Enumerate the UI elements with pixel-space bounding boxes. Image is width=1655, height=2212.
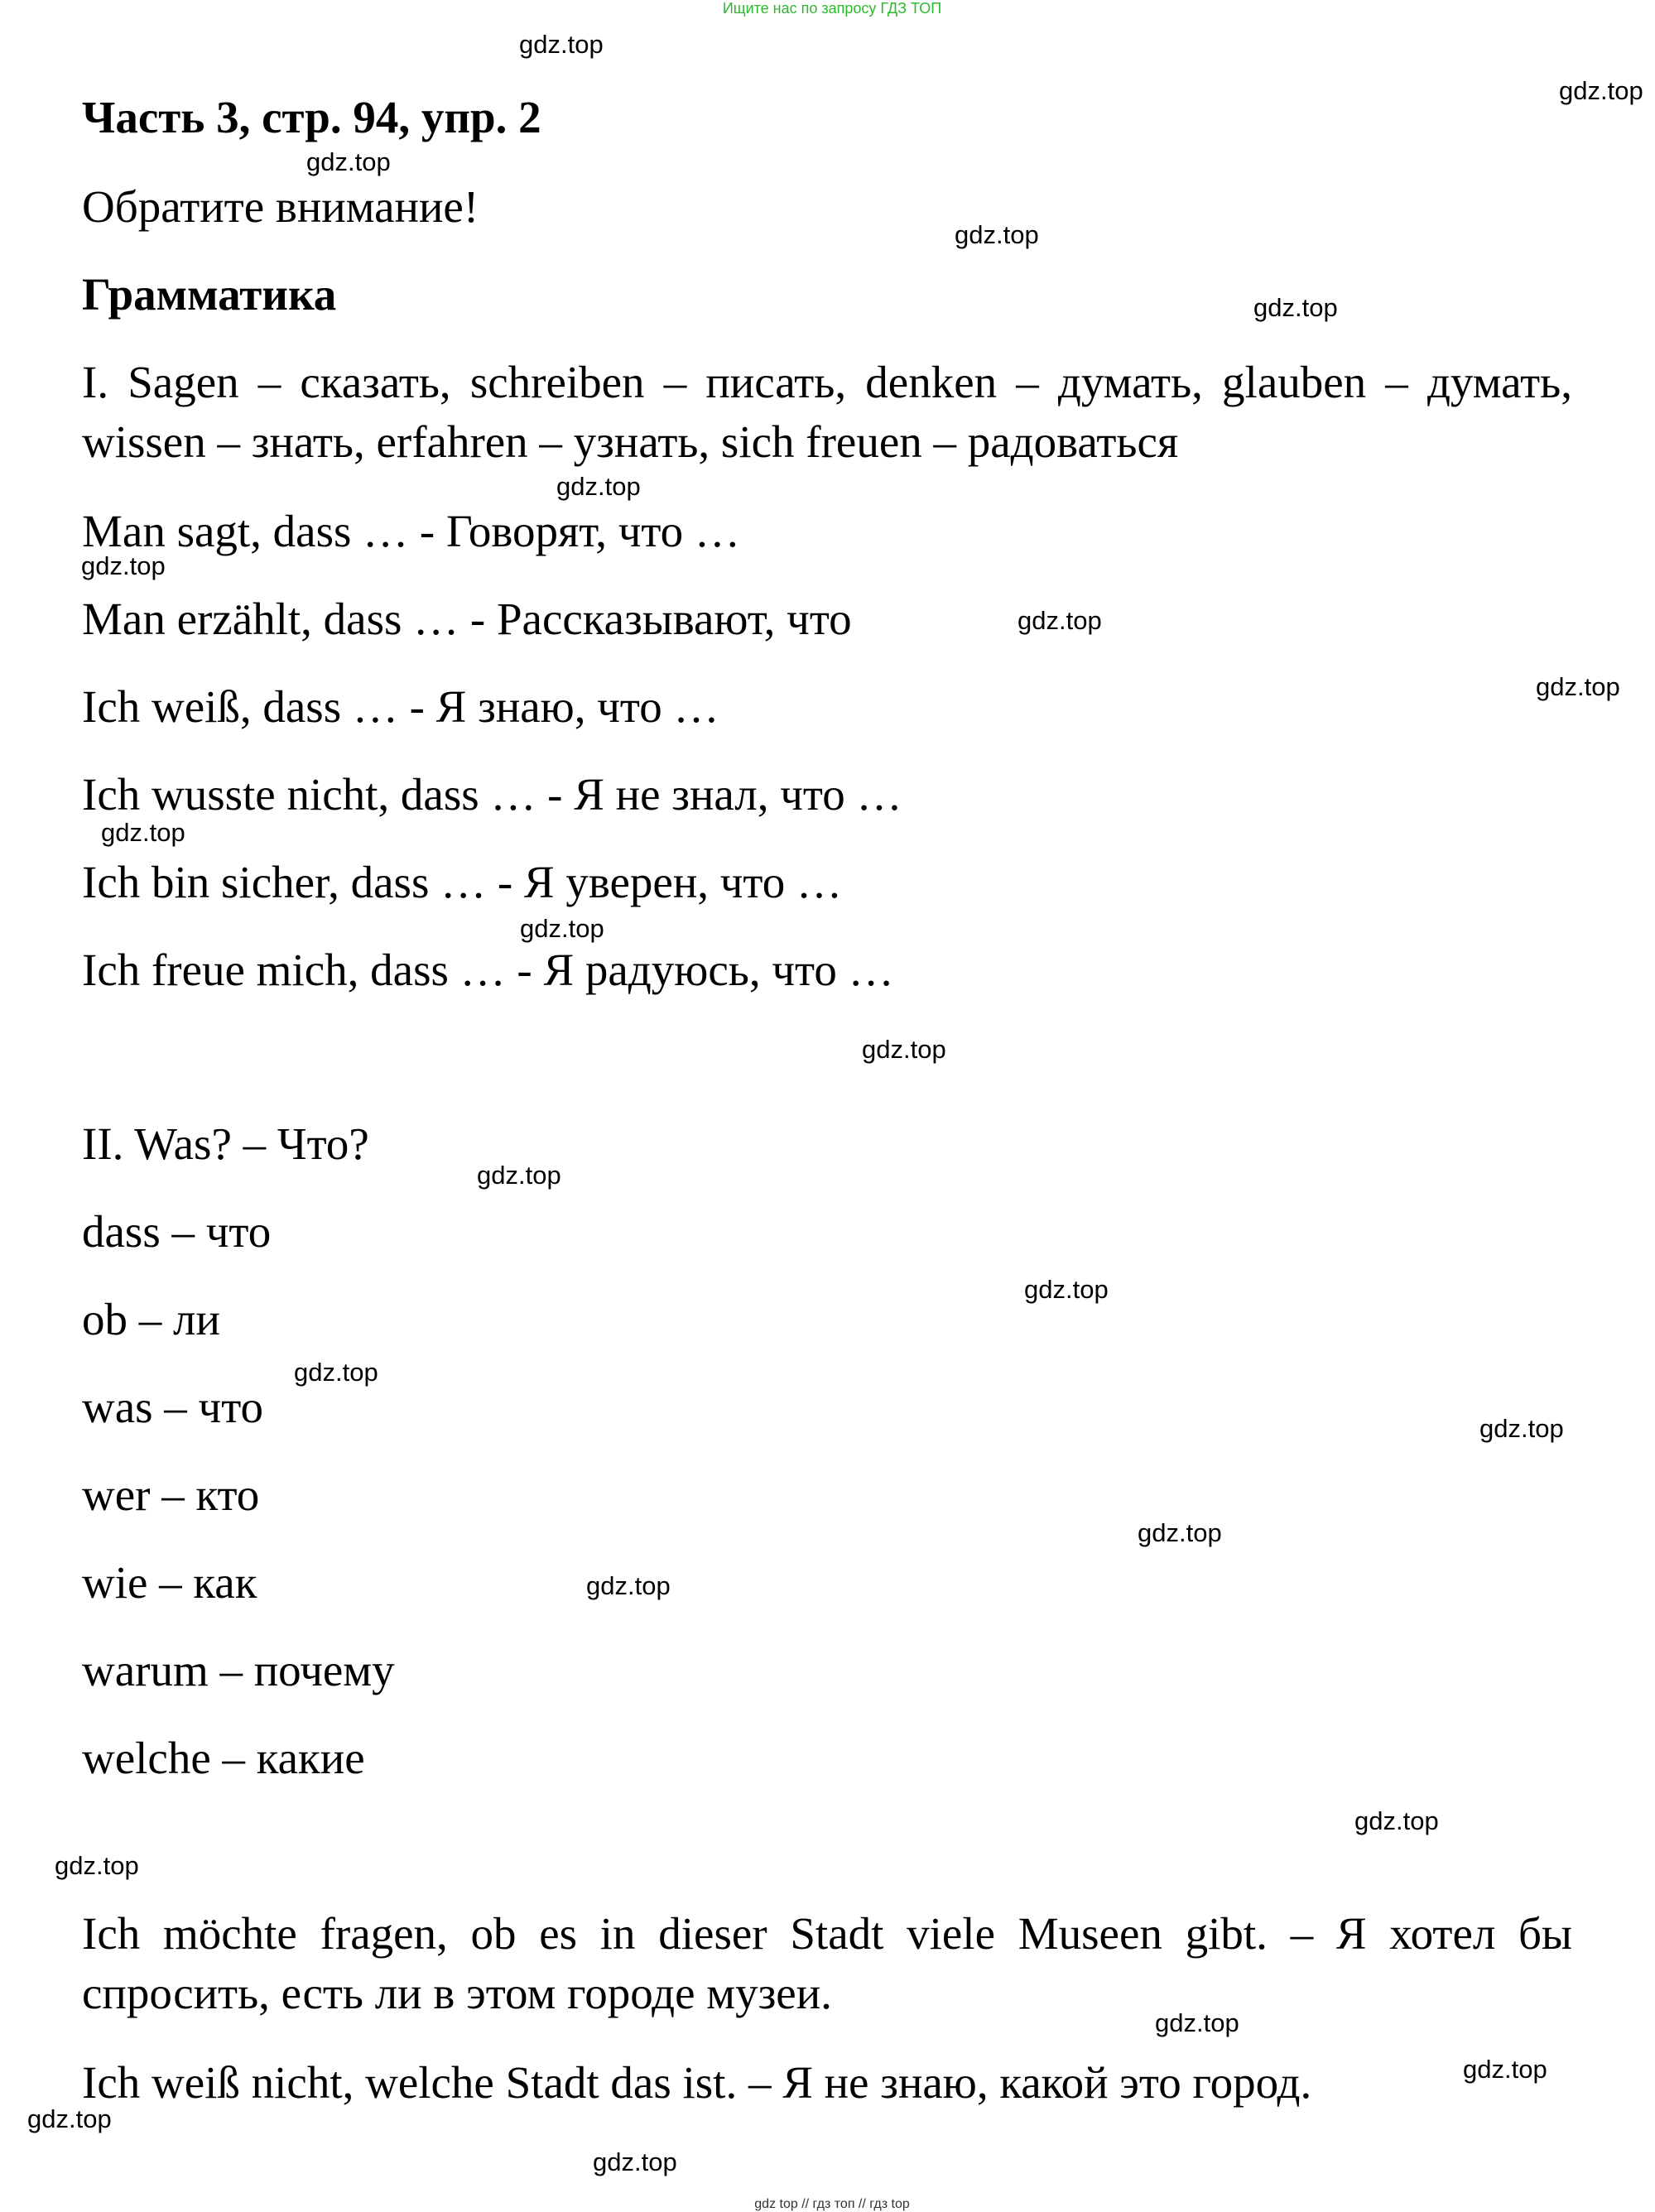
watermark: gdz.top: [1354, 1806, 1439, 1835]
watermark: gdz.top: [519, 30, 604, 59]
phrase-line: Ich weiß, dass … - Я знаю, что …: [82, 681, 719, 732]
watermark: gdz.top: [586, 1571, 671, 1600]
watermark: gdz.top: [1479, 1414, 1564, 1443]
phrase-line: Man sagt, dass … - Говорят, что …: [82, 506, 740, 556]
part1-intro: I. Sagen – сказать, schreiben – писать, denken – думать, glauben – думать, wissen – знать, erfahren – узнать, sich freuen – радоваться: [82, 357, 1572, 467]
watermark: gdz.top: [862, 1035, 946, 1064]
watermark: gdz.top: [593, 2147, 677, 2176]
word-line: warum – почему: [82, 1645, 395, 1695]
bottom-banner: gdz top // гдз топ // гдз top: [754, 2197, 910, 2211]
word-line: dass – что: [82, 1206, 272, 1257]
watermark: gdz.top: [1559, 76, 1643, 105]
word-line: wie – как: [82, 1557, 257, 1608]
watermark: gdz.top: [520, 914, 604, 943]
watermark: gdz.top: [1155, 2008, 1239, 2037]
word-line: was – что: [82, 1382, 264, 1432]
watermark: gdz.top: [1463, 2055, 1547, 2084]
watermark: gdz.top: [294, 1358, 378, 1387]
word-line: wer – кто: [82, 1469, 260, 1520]
example-sentence: Ich weiß nicht, welche Stadt das ist. – Я не знаю, какой это город.: [82, 2057, 1312, 2108]
watermark: gdz.top: [306, 147, 391, 176]
notice-text: Обратите внимание!: [82, 181, 479, 232]
watermark: gdz.top: [477, 1161, 561, 1190]
watermark: gdz.top: [81, 551, 166, 580]
watermark: gdz.top: [1253, 293, 1338, 322]
watermark: gdz.top: [27, 2104, 112, 2133]
watermark: gdz.top: [101, 818, 185, 847]
watermark: gdz.top: [1024, 1275, 1109, 1304]
watermark: gdz.top: [1018, 606, 1102, 635]
word-line: ob – ли: [82, 1294, 220, 1344]
top-banner: Ищите нас по запросу ГДЗ ТОП: [722, 0, 942, 17]
part2-intro: II. Was? – Что?: [82, 1118, 369, 1169]
section-heading: Грамматика: [82, 269, 337, 320]
phrase-line: Ich bin sicher, dass … - Я уверен, что …: [82, 857, 842, 907]
example-sentence: Ich möchte fragen, ob es in dieser Stadt viele Museen gibt. – Я хотел бы спросить, есть ли в этом городе музеи.: [82, 1908, 1572, 2018]
page-title: Часть 3, стр. 94, упр. 2: [82, 92, 541, 142]
watermark: gdz.top: [55, 1851, 139, 1880]
phrase-line: Ich freue mich, dass … - Я радуюсь, что …: [82, 945, 894, 995]
word-line: welche – какие: [82, 1733, 365, 1783]
phrase-line: Ich wusste nicht, dass … - Я не знал, что …: [82, 769, 902, 820]
watermark: gdz.top: [1536, 672, 1620, 701]
watermark: gdz.top: [556, 472, 641, 501]
watermark: gdz.top: [955, 220, 1039, 249]
watermark: gdz.top: [1138, 1518, 1222, 1547]
phrase-line: Man erzählt, dass … - Рассказывают, что: [82, 594, 852, 644]
